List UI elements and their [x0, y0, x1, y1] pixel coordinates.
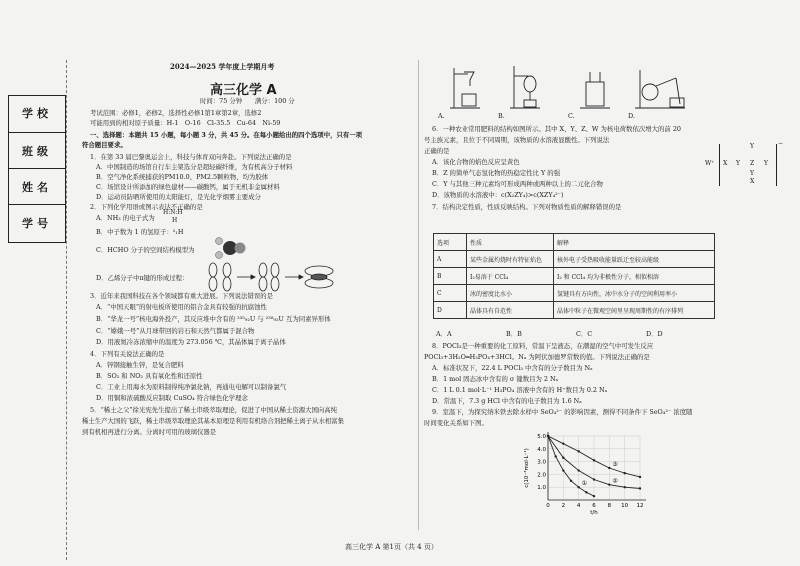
q2-option-a: A．NH₃ 的电子式为	[96, 214, 155, 222]
atomic-masses: 可能用到的相对原子质量：H-1 O-16 Cl-35.5 Cu-64 Ni-59	[90, 119, 281, 127]
q8-line2: POCl₃+3H₂O═H₃PO₄+3HCl。Nₐ 为阿伏加德罗常数的值。下列说法正确的是	[424, 353, 650, 361]
y-axis-label: c(10⁻³mol·L⁻¹)	[524, 448, 530, 488]
page-footer: 高三化学 A 第1页（共 4 页）	[345, 543, 438, 551]
q3-option-c: C．“嫦娥一号”从月球带回的岩石和天然气都属于混合物	[96, 327, 255, 335]
struct-w: W⁺	[705, 160, 715, 167]
table-row	[434, 251, 715, 268]
struct-bracket	[719, 144, 777, 186]
q4-option-c: C．工业上用海水为原料制得纯净氯化钠，再通电电解可以制备氯气	[96, 383, 287, 391]
q6-option-a: A．该化合物的焰色反应呈黄色	[432, 158, 520, 166]
q8-line1: 8．POCl₃是一种重要的化工原料，常温下呈液态，在潮湿的空气中可发生反应	[432, 342, 654, 350]
q9-line1: 9．室温下，为探究纳米铁去除水样中 SeO₄²⁻ 的影响因素，测得不同条件下 SeO₄²⁻ 浓度随	[432, 408, 693, 416]
data-point	[623, 486, 625, 488]
q7-stem: 7．结构决定性质，性质反映结构。下列对物质性质的解释错误的是	[432, 203, 622, 211]
seo4-concentration-chart	[520, 428, 650, 520]
hydrogen-atom	[216, 252, 223, 259]
table-cell: 晶体中粒子在微观空间里呈现周期性的有序排列	[554, 302, 715, 319]
table-cell: 冰的密度比水小	[467, 285, 554, 302]
data-point	[608, 483, 610, 485]
data-point	[608, 467, 610, 469]
struct-charge: −	[778, 140, 784, 147]
exam-year: 2024—2025 学年度上学期月考	[170, 62, 275, 71]
q5-line2: 稀土生产大国的飞跃，稀土串级萃取理论其基本原理是利用有机络合剂把稀土离子从水相富集	[82, 417, 345, 425]
y-tick-label: 1.0	[537, 485, 546, 492]
x-tick-label: 6	[592, 503, 596, 509]
x-tick-label: 4	[576, 503, 581, 509]
data-point	[639, 487, 641, 489]
q2-option-d: D．乙烯分子中π键的形成过程：	[96, 274, 189, 282]
data-point	[577, 486, 579, 488]
q5-line1: 5．“稀土之父”徐光宪先生提出了稀土串级萃取理论，促进了中国从稀土资源大国向高纯	[90, 406, 338, 414]
q8-option-d: D．常温下，7.3 g HCl 中含有的电子数目为 1.6 Nₐ	[432, 397, 582, 405]
q5-option-b: B.	[498, 112, 505, 120]
table-header-cell: 性质	[467, 234, 554, 251]
table-cell: B	[434, 268, 467, 285]
section-heading: 一、选择题：本题共 15 小题，每小题 3 分，共 45 分。在每小题给出的四个选项中，只有一项	[90, 131, 363, 139]
data-point	[585, 491, 587, 493]
q1-option-c: C．场馆设计所添加的绿色建材——碳酸钙，属于无机非金属材料	[96, 183, 280, 191]
q7-option-a: A．A	[436, 330, 452, 338]
struct-z-center: Z	[750, 160, 755, 167]
q5-option-a: A.	[438, 112, 445, 120]
oxygen-atom	[235, 243, 246, 254]
q1-option-d: D．运动员防晒所使用的太阳能灯，是光化学烟雾主要成分	[96, 193, 261, 201]
student-info-box	[8, 95, 66, 243]
table-cell: 某些金属灼烧时有特征焰色	[467, 251, 554, 268]
struct-x-left: X	[723, 160, 728, 167]
y-tick-label: 5.0	[537, 434, 546, 440]
data-point	[562, 457, 564, 459]
x-tick-label: 2	[561, 503, 566, 509]
struct-y-right: Y	[764, 160, 769, 167]
nh3-bottom-h: H	[172, 217, 178, 224]
q6-line2: 号主族元素，且位于不同周期，该物质的水溶液显酸性。下列说法	[424, 136, 610, 144]
data-point	[593, 459, 595, 461]
q7-option-b: B．B	[506, 330, 522, 338]
q5-option-d: D.	[628, 112, 635, 120]
q8-option-a: A．标准状况下，22.4 L POCl₃ 中含有的分子数目为 Nₐ	[432, 364, 593, 372]
hcho-model-image	[210, 236, 246, 260]
struct-x-bottom: X	[750, 178, 755, 185]
y-tick-label: 2.0	[537, 472, 546, 479]
class-cell: 班级	[9, 132, 65, 169]
q1-stem: 1．在第 33 届巴黎奥运会上，科技与体育双向奔赴。下列说法正确的是	[90, 153, 292, 161]
data-point	[623, 472, 625, 474]
q9-line2: 时间变化关系如下图。	[424, 419, 488, 427]
x-tick-label: 0	[546, 503, 550, 509]
series-label: ①	[581, 480, 588, 488]
q1-option-b: B．空气净化系统捕获的PM10.0、PM2.5颗粒物，均为胶体	[96, 173, 269, 181]
q3-option-a: A．“中国天眼”的射电板所使用的铝合金具有较强的抗腐蚀性	[96, 303, 267, 311]
q8-option-c: C．1 L 0.1 mol·L⁻¹ H₃PO₄ 溶液中含有的 H⁺数目为 0.2 Nₐ	[432, 386, 608, 394]
q7-table	[433, 233, 715, 319]
series-label: ③	[612, 461, 618, 468]
table-cell: I₂ 和 CCl₄ 均为非极性分子，相似相溶	[554, 268, 715, 285]
q5-option-c: C.	[568, 112, 575, 120]
q5-apparatus-row	[440, 64, 690, 112]
table-row	[434, 302, 715, 319]
table-cell: D	[434, 302, 467, 319]
name-cell: 姓名	[9, 168, 65, 205]
table-header-cell: 选项	[434, 234, 467, 251]
data-point	[562, 442, 564, 444]
table-cell: A	[434, 251, 467, 268]
q8-option-b: B．1 mol 固态冰中含有的 σ 键数目为 2 Nₐ	[432, 375, 559, 383]
q6-option-b: B．Z 的简单气态氢化物的热稳定性比 Y 的强	[432, 169, 561, 177]
data-point	[547, 435, 549, 437]
school-cell: 学校	[22, 107, 52, 120]
x-axis-label: t/h	[590, 510, 598, 516]
id-cell: 学号	[9, 204, 65, 241]
data-point	[639, 476, 641, 478]
struct-y-bottom: Y	[750, 170, 755, 177]
q2-stem: 2．下列化学用语或图示表达不正确的是	[90, 203, 203, 211]
q3-option-b: B．“华龙一号”核电海外投产，其反应堆中含有的 ²³⁵₉₂U 与 ²³⁸₉₂U 互为同素异形体	[96, 315, 331, 323]
table-cell: 核外电子受热吸收能量跃迁至较高能级	[554, 251, 715, 268]
q6-line1: 6．一种农业常用肥料的结构如图所示。其中 X、Y、Z、W 为核电荷数依次增大的前 20	[432, 125, 681, 133]
time-score: 时间：75 分钟 满分：100 分	[200, 97, 295, 105]
table-row	[434, 285, 715, 302]
series-label: ②	[612, 477, 618, 485]
struct-y-top: Y	[750, 143, 755, 150]
q4-option-b: B．SO₂ 和 NO₂ 具有氧化性和还原性	[96, 372, 203, 380]
y-tick-label: 4.0	[537, 446, 546, 453]
binding-line	[66, 60, 67, 560]
x-tick-label: 10	[621, 503, 629, 509]
data-point	[577, 469, 579, 471]
y-tick-label: 3.0	[537, 459, 546, 466]
q2-option-c: C．HCHO 分子的空间结构模型为	[96, 246, 195, 254]
pi-bond-diagram	[205, 262, 335, 292]
data-point	[593, 478, 595, 480]
q4-option-a: A．锌钢接触生锌，是复合肥料	[96, 361, 184, 369]
q6-option-d: D．该物质的水溶液中：c(X₂ZY₄)>c(XZY₄²⁻)	[432, 191, 564, 199]
data-point	[554, 455, 556, 457]
x-tick-label: 12	[636, 503, 644, 509]
table-header-row	[434, 234, 715, 251]
table-cell: C	[434, 285, 467, 302]
table-header-cell: 解释	[554, 234, 715, 251]
q7-option-d: D．D	[646, 330, 663, 338]
table-cell: 氢键具有方向性，冰中水分子的空间利用率小	[554, 285, 715, 302]
exam-scope: 考试范围：必修1，必修2，选择性必修1第1章第2章，选修2	[90, 109, 262, 117]
struct-y-left: Y	[736, 160, 741, 167]
q4-option-d: D．用铜和浓硫酸反应制取 CuSO₄ 符合绿色化学理念	[96, 394, 248, 402]
table-cell: 晶体具有自范性	[467, 302, 554, 319]
q7-option-c: C．C	[576, 330, 593, 338]
table-cell: I₂易溶于 CCl₄	[467, 268, 554, 285]
column-separator	[418, 60, 419, 530]
table-row	[434, 268, 715, 285]
x-tick-label: 8	[607, 503, 612, 509]
q4-stem: 4．下列有关说法正确的是	[90, 350, 165, 358]
nh3-electron-formula: H:N:H	[163, 209, 183, 216]
q3-stem: 3．近年来我国科技在各个领域都有重大进展。下列说法错误的是	[90, 292, 274, 300]
page-title: 高三化学 A	[210, 83, 277, 98]
q1-option-a: A．中国制造的场馆自行车主架选分是超轻碳纤维，为有机高分子材料	[96, 163, 293, 171]
data-point	[593, 495, 595, 497]
q3-option-d: D．用液氮冷冻浓缩中的温度为 273.056 ℃，其晶体属于离子晶体	[96, 338, 286, 346]
hydrogen-atom	[216, 238, 223, 245]
q2-option-b: B．中子数为 1 的氢原子：²₁H	[96, 228, 184, 236]
q5-line3: 到有机相再进行分离。分离时可用的玻璃仪器是	[82, 428, 217, 436]
data-point	[570, 480, 572, 482]
data-point	[562, 469, 564, 471]
data-point	[577, 450, 579, 452]
q6-option-c: C．Y 与其他三种元素均可形成两种或两种以上的二元化合物	[432, 180, 603, 188]
q6-line3: 正确的是	[424, 147, 450, 155]
fertilizer-structure	[705, 140, 795, 192]
section-heading-cont: 符合题目要求。	[82, 141, 127, 149]
